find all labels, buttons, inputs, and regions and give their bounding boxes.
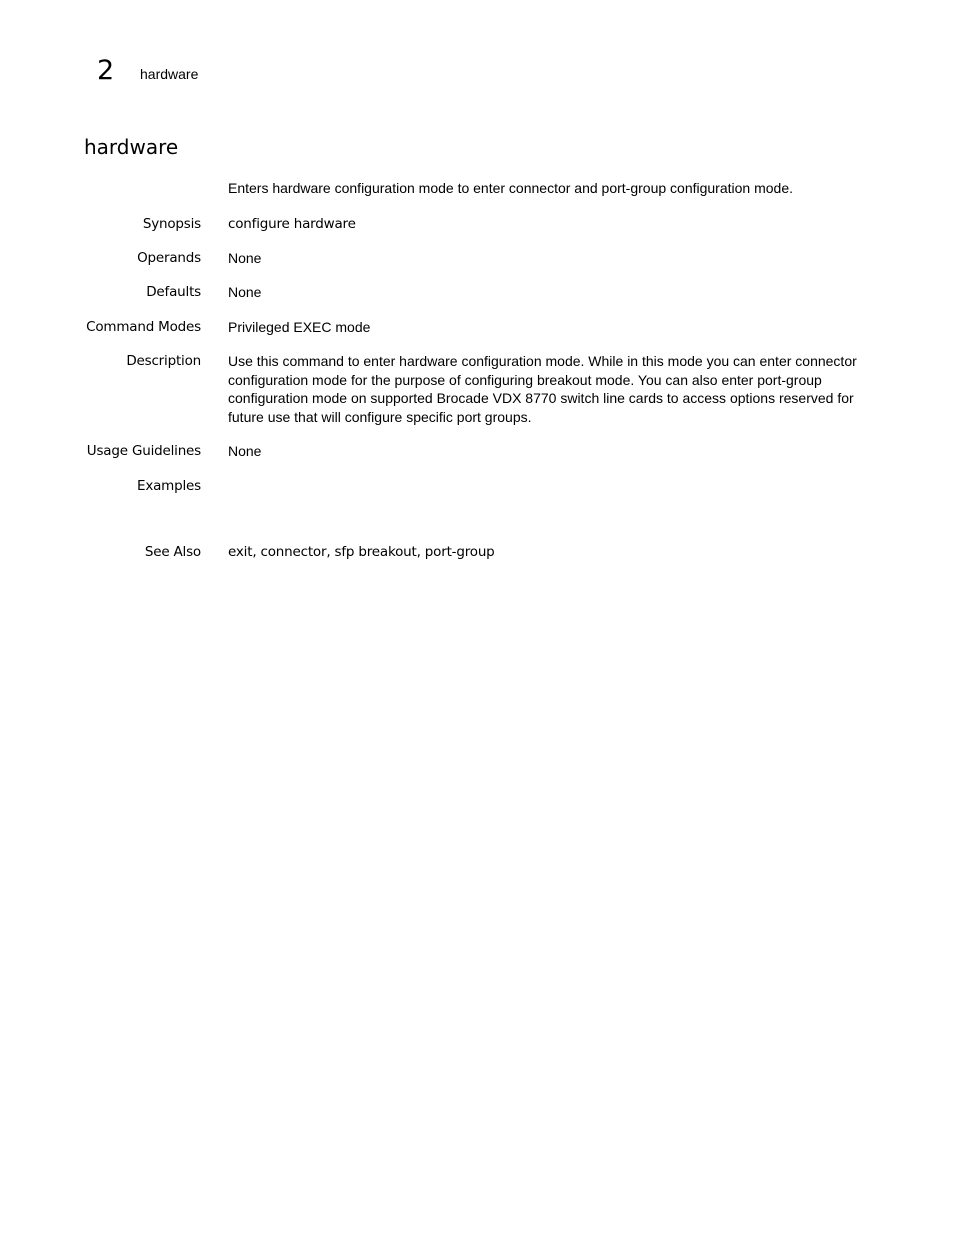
running-title: hardware xyxy=(140,65,199,82)
see-also-separator: , xyxy=(416,544,425,560)
see-also-link-exit[interactable]: exit xyxy=(228,544,253,560)
defaults-label: Defaults xyxy=(146,284,201,300)
see-also-label: See Also xyxy=(144,544,201,560)
defaults-value: None xyxy=(228,284,262,300)
command-modes-label: Command Modes xyxy=(86,319,201,335)
see-also-link-port-group[interactable]: port-group xyxy=(424,544,495,560)
usage-guidelines-value: None xyxy=(228,443,262,459)
page-title: hardware xyxy=(84,135,179,159)
operands-value: None xyxy=(228,250,262,266)
synopsis-label: Synopsis xyxy=(142,216,201,232)
usage-guidelines-label: Usage Guidelines xyxy=(86,443,201,459)
see-also-link-connector[interactable]: connector xyxy=(260,544,327,560)
chapter-number: 2 xyxy=(97,55,115,86)
see-also-separator: , xyxy=(252,544,261,560)
intro-text: Enters hardware configuration mode to enter connector and port-group configuration mode. xyxy=(228,180,794,196)
synopsis-value: configure hardware xyxy=(228,216,356,232)
running-header xyxy=(97,53,198,89)
description-label: Description xyxy=(126,353,201,369)
command-modes-value: Privileged EXEC mode xyxy=(228,319,371,335)
operands-label: Operands xyxy=(137,250,201,266)
see-also-links xyxy=(228,543,868,562)
examples-label: Examples xyxy=(136,478,201,494)
description-value: Use this command to enter hardware configuration mode. While in this mode you can enter connector configuration mode for the purpose of configuring breakout mode. You can also enter port-group configuration mode on supported Brocade VDX 8770 switch line cards to access options reserved for future use that will configure specific port groups. xyxy=(228,353,857,425)
see-also-separator: , xyxy=(326,544,335,560)
see-also-link-sfp-breakout[interactable]: sfp breakout xyxy=(334,544,417,560)
